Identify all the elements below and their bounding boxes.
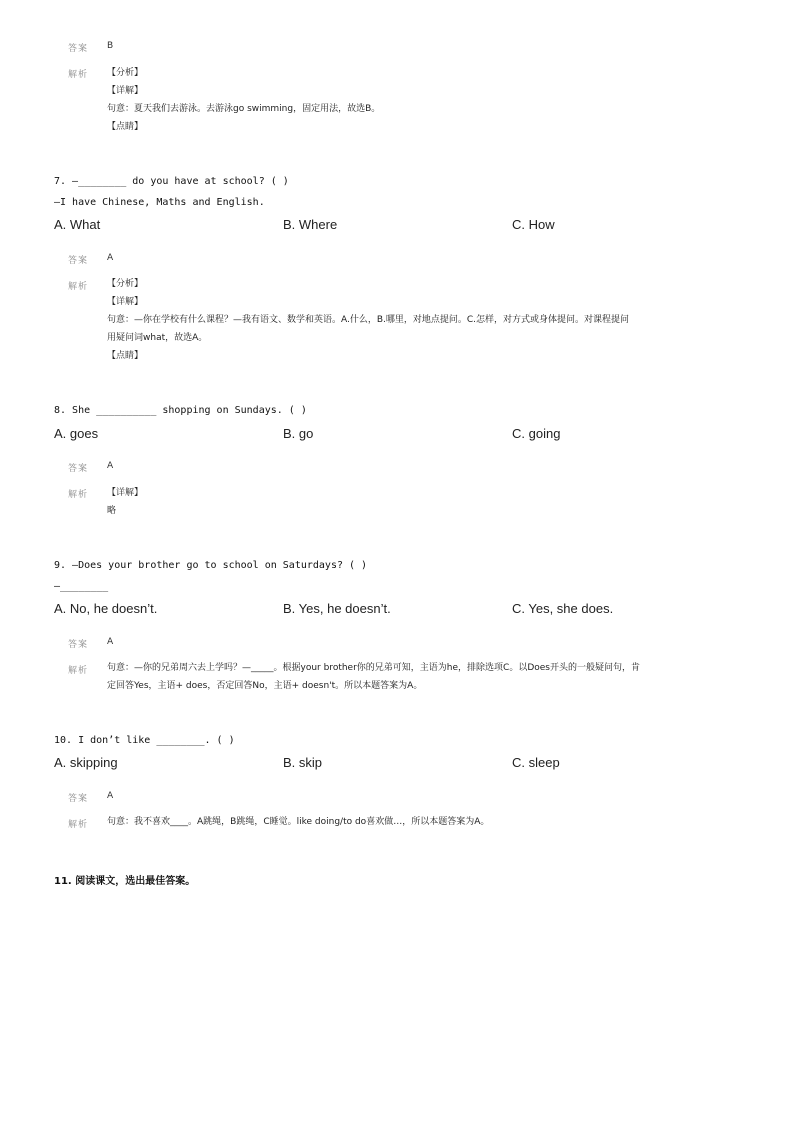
question-stem-reply: —________ <box>54 581 109 592</box>
answer-value: B <box>107 41 114 51</box>
question-stem: 9. —Does your brother go to school on Saturdays? ( ) <box>54 560 368 571</box>
analysis-line: 句意：—你在学校有什么课程？—我有语文、数学和英语。A.什么，B.哪里，对地点提问。C.怎样，对方式或身体提问。对课程提问 <box>107 315 630 325</box>
answer-label: 答案 <box>68 464 89 474</box>
option-c: C. Yes, she does. <box>512 601 614 616</box>
option-b: B. Where <box>283 217 338 232</box>
question-stem-reply: —I have Chinese, Maths and English. <box>54 197 265 208</box>
answer-label: 答案 <box>68 44 89 54</box>
answer-value: A <box>107 637 114 647</box>
analysis-text <box>107 484 143 520</box>
option-b: B. go <box>283 426 314 441</box>
analysis-label: 解析 <box>68 282 89 292</box>
option-c: C. How <box>512 217 555 232</box>
analysis-label: 解析 <box>68 490 89 500</box>
analysis-line: 【点睛】 <box>107 351 144 361</box>
analysis-line: 句意：—你的兄弟周六去上学吗？—_____。根据your brother你的兄弟可知，主语为he，排除选项C。以Does开头的一般疑问句，肯 <box>107 663 640 673</box>
option-c: C. sleep <box>512 755 560 770</box>
option-b: B. Yes, he doesn’t. <box>283 601 391 616</box>
analysis-line: 【点睛】 <box>107 122 144 132</box>
option-a: A. skipping <box>54 755 118 770</box>
analysis-line: 【分析】 <box>107 279 144 289</box>
answer-label: 答案 <box>68 794 89 804</box>
question-stem: 7. —________ do you have at school? ( ) <box>54 176 289 187</box>
option-b: B. skip <box>283 755 323 770</box>
analysis-text <box>107 64 380 136</box>
question-stem: 8. She __________ shopping on Sundays. ( ) <box>54 405 307 416</box>
option-c: C. going <box>512 426 561 441</box>
analysis-label: 解析 <box>68 666 89 676</box>
answer-value: A <box>107 461 114 471</box>
option-a: A. No, he doesn’t. <box>54 601 158 616</box>
option-a: A. What <box>54 217 101 232</box>
answer-value: A <box>107 253 114 263</box>
option-a: A. goes <box>54 426 99 441</box>
analysis-line: 【分析】 <box>107 68 144 78</box>
answer-label: 答案 <box>68 256 89 266</box>
section-heading: 11. 阅读课文，选出最佳答案。 <box>54 876 196 887</box>
analysis-text <box>107 275 629 365</box>
question-stem: 10. I don’t like ________. ( ) <box>54 735 235 746</box>
analysis-line: 定回答Yes，主语+ does，否定回答No，主语+ doesn't。所以本题答案为A。 <box>107 681 423 691</box>
answer-label: 答案 <box>68 640 89 650</box>
analysis-line: 句意：夏天我们去游泳。去游泳go swimming，固定用法，故选B。 <box>107 104 381 114</box>
analysis-text <box>107 659 640 695</box>
analysis-line: 【详解】 <box>107 488 144 498</box>
analysis-label: 解析 <box>68 70 89 80</box>
analysis-line: 略 <box>107 506 117 516</box>
analysis-label: 解析 <box>68 820 89 830</box>
analysis-line: 用疑问词what，故选A。 <box>107 333 208 343</box>
analysis-line: 【详解】 <box>107 297 144 307</box>
analysis-line: 句意：我不喜欢____。A跳绳，B跳绳，C睡觉。like doing/to do喜欢做…，所以本题答案为A。 <box>107 817 490 827</box>
analysis-line: 【详解】 <box>107 86 144 96</box>
analysis-text <box>107 813 489 831</box>
answer-value: A <box>107 791 114 801</box>
